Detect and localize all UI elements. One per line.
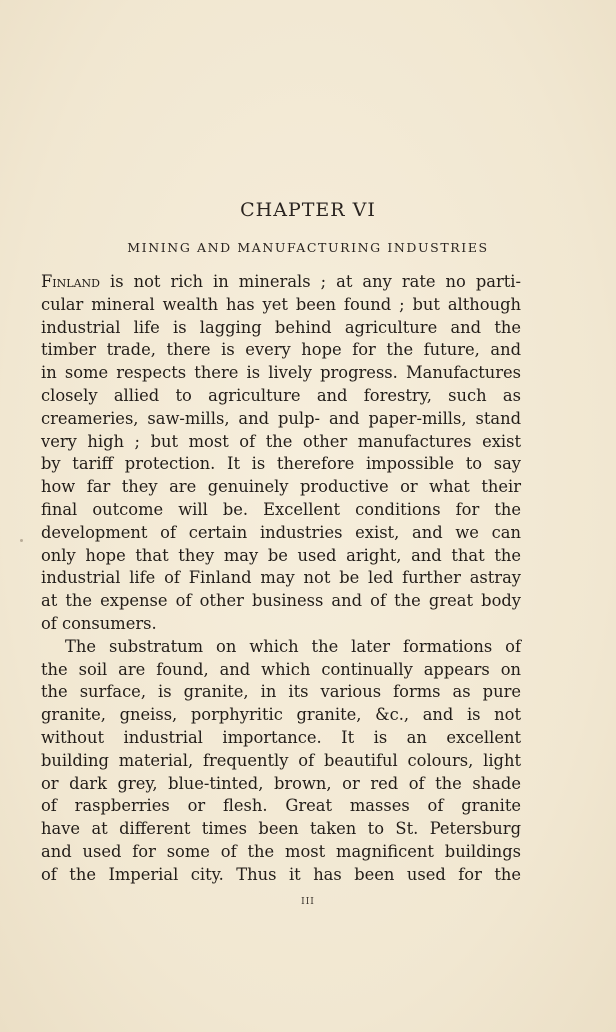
text-line-10: how far they are genuinely productive or what their: [41, 477, 521, 497]
opening-word: Finland: [41, 272, 100, 291]
text-line-5: in some respects there is lively progress. Manufactures: [41, 363, 521, 383]
text-line-18: the soil are found, and which continually appears on: [41, 659, 521, 679]
text-line-21: without industrial importance. It is an excellent: [41, 727, 521, 747]
text-line-20: granite, gneiss, porphyritic granite, &c., and is not: [41, 705, 521, 725]
chapter-title: CHAPTER VI: [240, 199, 376, 221]
text-line-27: of the Imperial city. Thus it has been used for the: [41, 864, 521, 884]
text-line-26: and used for some of the most magnificent buildings: [41, 841, 521, 861]
text-line-16: of consumers.: [41, 613, 157, 633]
chapter-subtitle: MINING AND MANUFACTURING INDUSTRIES: [127, 240, 489, 255]
text-line-6: closely allied to agriculture and forestry, such as: [41, 385, 521, 405]
text-line-4: timber trade, there is every hope for the future, and: [41, 340, 521, 360]
text-line-2: cular mineral wealth has yet been found ; but although: [41, 294, 521, 314]
text-line-12: development of certain industries exist, and we can: [41, 522, 521, 542]
text-line-8: very high ; but most of the other manufactures exist: [41, 431, 521, 451]
text-line-13: only hope that they may be used aright, and that the: [41, 545, 521, 565]
margin-speck: [20, 539, 23, 542]
text-line-19: the surface, is granite, in its various forms as pure: [41, 682, 521, 702]
text-line-1: Finland is not rich in minerals ; at any rate no parti-: [41, 272, 521, 291]
text-line-15: at the expense of other business and of the great body: [41, 591, 521, 611]
text-line-25: have at different times been taken to St. Petersburg: [41, 819, 521, 839]
text-line-22: building material, frequently of beautiful colours, light: [41, 750, 521, 770]
text-line-7: creameries, saw-mills, and pulp- and paper-mills, stand: [41, 408, 521, 428]
text-line-17: The substratum on which the later formations of: [65, 636, 521, 656]
text-line-11: final outcome will be. Excellent conditions for the: [41, 499, 521, 519]
text-line-9: by tariff protection. It is therefore impossible to say: [41, 454, 521, 474]
text-line-3: industrial life is lagging behind agriculture and the: [41, 317, 521, 337]
text-line-23: or dark grey, blue-tinted, brown, or red of the shade: [41, 773, 521, 793]
text-line-24: of raspberries or flesh. Great masses of granite: [41, 796, 521, 816]
page-number: III: [301, 897, 315, 907]
body-text: [41, 271, 521, 887]
text-line-14: industrial life of Finland may not be led further astray: [41, 568, 521, 588]
